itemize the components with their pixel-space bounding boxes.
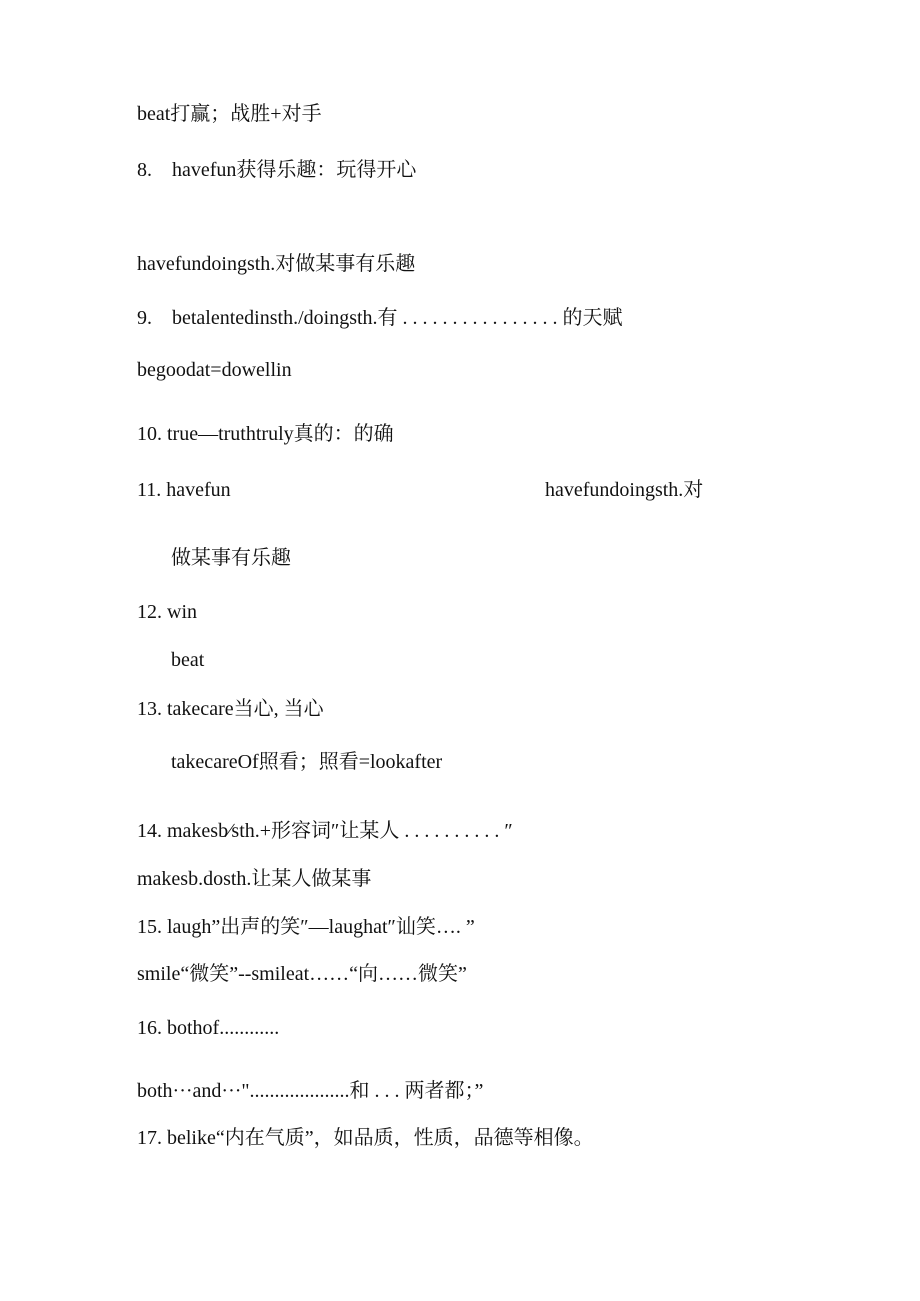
line-4 <box>137 305 623 331</box>
line-9: 12. win <box>137 601 197 623</box>
line-16: smile“微笑”--smileat……“向……微笑” <box>137 963 467 985</box>
line-7: 11. havefun <box>137 479 231 501</box>
line-3: havefundoingsth.对做某事有乐趣 <box>137 253 416 275</box>
line-19: 17. belike“内在气质”，如品质，性质，品德等相像。 <box>137 1127 594 1149</box>
line-15: 15. laugh”出声的笑″—laughat″讪笑…. ” <box>137 916 475 938</box>
line-2-text: havefun获得乐趣：玩得开心 <box>172 159 417 181</box>
line-5: begoodat=dowellin <box>137 359 292 381</box>
line-14: makesb.dosth.让某人做某事 <box>137 868 372 890</box>
line-10: beat <box>171 649 205 671</box>
line-18: both···and···"....................和 . . . 两者都；” <box>137 1080 484 1102</box>
line-11: 13. takecare当心, 当心 <box>137 698 324 720</box>
line-4-text: betalentedinsth./doingsth.有 . . . . . . . . . . . . . . . . 的天赋 <box>172 307 623 329</box>
line-12: takecareOf照看；照看=lookafter <box>171 751 443 773</box>
line-8: 做某事有乐趣 <box>171 547 291 569</box>
line-17: 16. bothof............ <box>137 1017 280 1039</box>
line-2 <box>137 157 416 183</box>
line-1: beat打赢；战胜+对手 <box>137 103 322 125</box>
line-13: 14. makesb∕sth.+形容词″让某人 . . . . . . . . . . ″ <box>137 820 513 842</box>
item-number: 8. <box>137 159 152 181</box>
line-6: 10. true—truthtruly真的：的确 <box>137 423 394 445</box>
item-number: 9. <box>137 307 152 329</box>
line-7-right: havefundoingsth.对 <box>545 479 704 501</box>
